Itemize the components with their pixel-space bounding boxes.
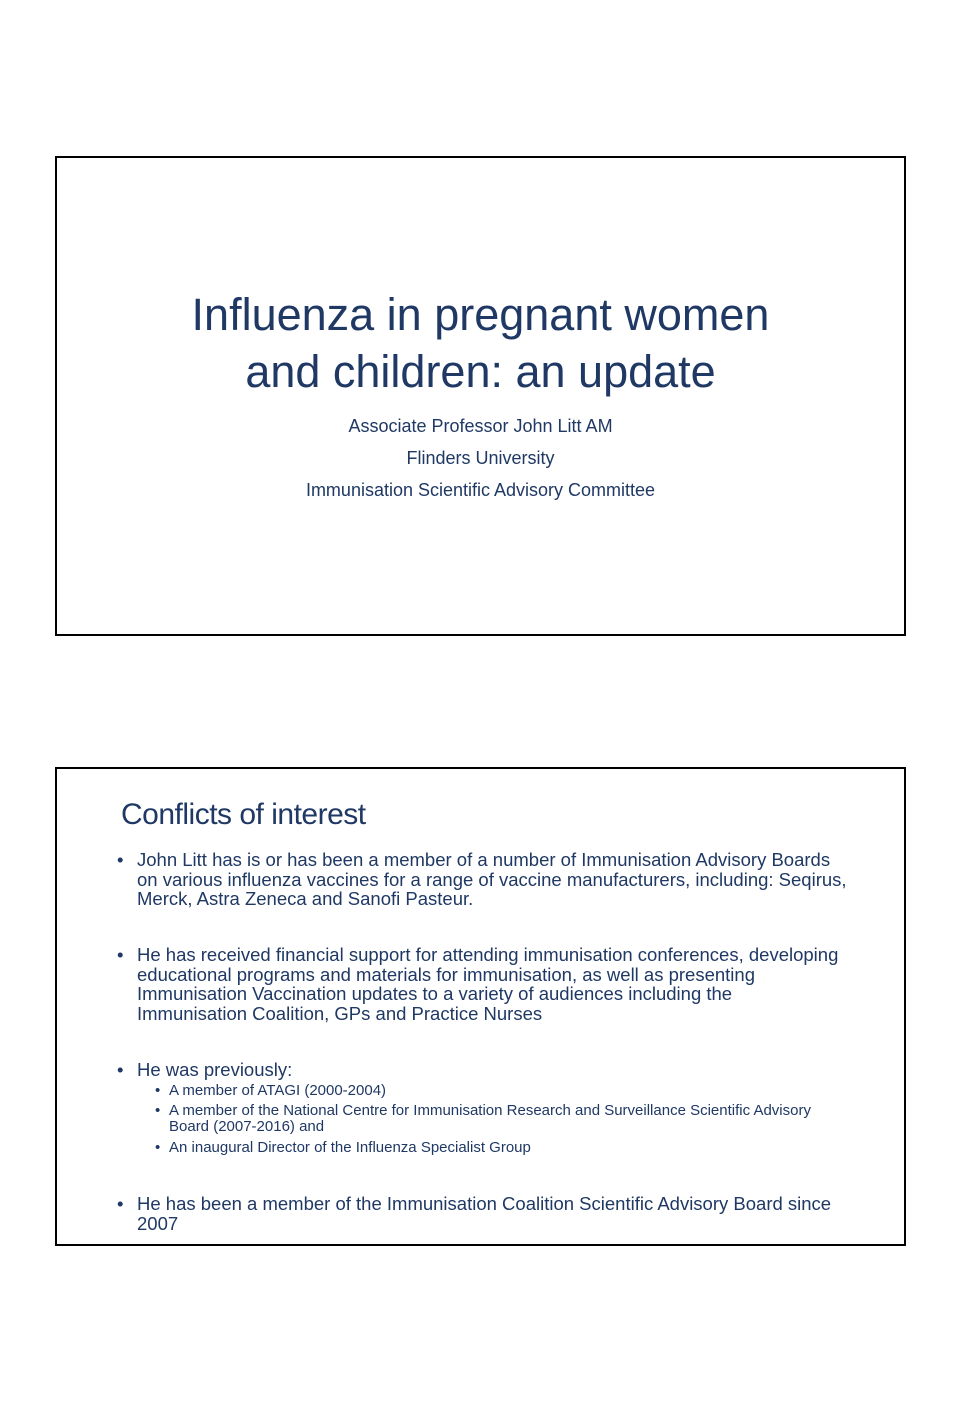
sub-bullet-item (155, 1140, 815, 1156)
bullet-marker: • (117, 1059, 124, 1080)
bullet-item (117, 850, 847, 909)
presenter-university: Flinders University (406, 448, 555, 468)
bullet-marker: • (117, 849, 124, 870)
title-slide (55, 156, 906, 636)
bullet-item (117, 1194, 847, 1233)
sub-bullet-marker: • (155, 1139, 161, 1156)
slide-subtitle (57, 410, 904, 506)
slide-title: Conflicts of interest (121, 798, 366, 831)
bullet-marker: • (117, 1193, 124, 1214)
bullet-text: He has received financial support for attending immunisation conferences, developing educational programs and materials for immunisation, as well as presenting Immunisation Vaccination updates to a variety of audiences including the Immunisation Coalition, GPs and Practice Nurses (137, 944, 839, 1024)
bullet-item (117, 1060, 847, 1080)
sub-bullet-text: A member of ATAGI (2000-2004) (169, 1082, 387, 1099)
presenter-name: Associate Professor John Litt AM (348, 416, 613, 436)
sub-bullet-marker: • (155, 1102, 161, 1119)
bullet-text: He was previously: (137, 1059, 293, 1080)
sub-bullet-marker: • (155, 1082, 161, 1099)
slide-title-line-1: Influenza in pregnant women (191, 289, 770, 340)
bullet-marker: • (117, 944, 124, 965)
sub-bullet-text: An inaugural Director of the Influenza Specialist Group (169, 1139, 531, 1156)
bullet-text: He has been a member of the Immunisation Coalition Scientific Advisory Board since 2007 (137, 1193, 832, 1234)
conflicts-slide (55, 767, 906, 1246)
sub-bullet-text: A member of the National Centre for Immunisation Research and Surveillance Scientific Advisory Board (2007-2016) and (169, 1102, 811, 1135)
bullet-text: John Litt has is or has been a member of a number of Immunisation Advisory Boards on various influenza vaccines for a range of vaccine manufacturers, including: Seqirus, Merck, Astra Zeneca and Sanofi Pasteur. (137, 849, 847, 909)
slide-title-line-2: and children: an update (245, 346, 716, 397)
bullet-item (117, 945, 847, 1023)
presenter-committee: Immunisation Scientific Advisory Committee (305, 480, 656, 500)
sub-bullet-item (155, 1103, 815, 1135)
slide-title (57, 286, 904, 400)
sub-bullet-item (155, 1083, 815, 1099)
